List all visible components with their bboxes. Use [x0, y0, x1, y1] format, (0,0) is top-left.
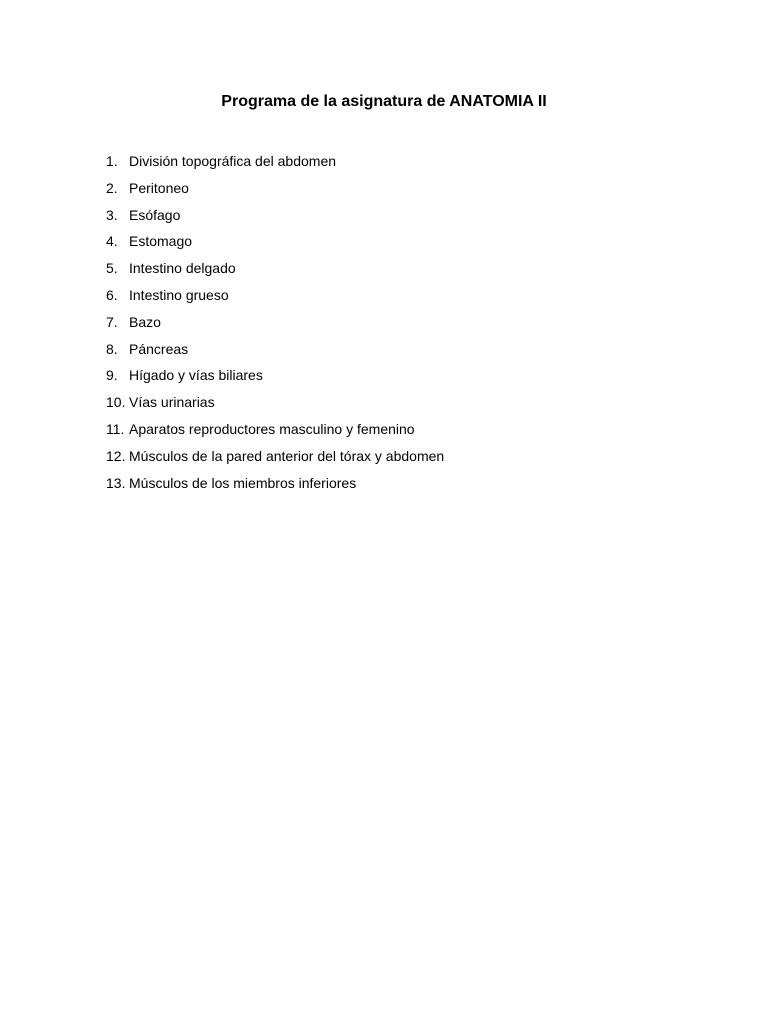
list-item: [106, 151, 444, 178]
topic-list: [106, 151, 444, 499]
list-item-number: 10.: [106, 394, 126, 411]
list-item-number: 7.: [106, 313, 118, 330]
list-item-label: Estomago: [129, 233, 193, 250]
list-item-label: División topográfica del abdomen: [129, 153, 337, 169]
list-item-number: 12.: [106, 447, 126, 464]
list-item-number: 9.: [106, 367, 118, 384]
list-item-label: Bazo: [129, 313, 161, 330]
list-item: [106, 285, 444, 312]
list-item-label: Músculos de los miembros inferiores: [129, 474, 357, 491]
list-item-label: Páncreas: [129, 340, 189, 357]
list-item-label: Intestino grueso: [129, 286, 229, 303]
list-item: [106, 473, 444, 500]
list-item-label: Hígado y vías biliares: [129, 367, 263, 384]
list-item-number: 6.: [106, 286, 118, 303]
list-item-number: 13.: [106, 474, 126, 491]
list-item: [106, 178, 444, 205]
list-item: [106, 392, 444, 419]
list-item: [106, 312, 444, 339]
list-item: [106, 446, 444, 473]
list-item-label: Vías urinarias: [129, 394, 215, 411]
list-item: [106, 419, 444, 446]
list-item-number: 1.: [106, 153, 118, 169]
list-item-label: Esófago: [129, 206, 181, 223]
list-item: [106, 365, 444, 392]
list-item: [106, 339, 444, 366]
list-item-number: 11.: [106, 420, 125, 437]
list-item: [106, 258, 444, 285]
document-title: Programa de la asignatura de ANATOMIA II: [221, 93, 547, 110]
list-item-number: 5.: [106, 260, 118, 277]
list-item-label: Músculos de la pared anterior del tórax y abdomen: [129, 447, 445, 464]
list-item-number: 2.: [106, 179, 118, 196]
list-item-label: Peritoneo: [129, 179, 189, 196]
list-item-number: 3.: [106, 206, 118, 223]
list-item: [106, 205, 444, 232]
list-item-label: Intestino delgado: [129, 260, 236, 277]
list-item-number: 4.: [106, 233, 118, 250]
list-item-number: 8.: [106, 340, 118, 357]
list-item-label: Aparatos reproductores masculino y femenino: [129, 420, 415, 437]
list-item: [106, 231, 444, 258]
